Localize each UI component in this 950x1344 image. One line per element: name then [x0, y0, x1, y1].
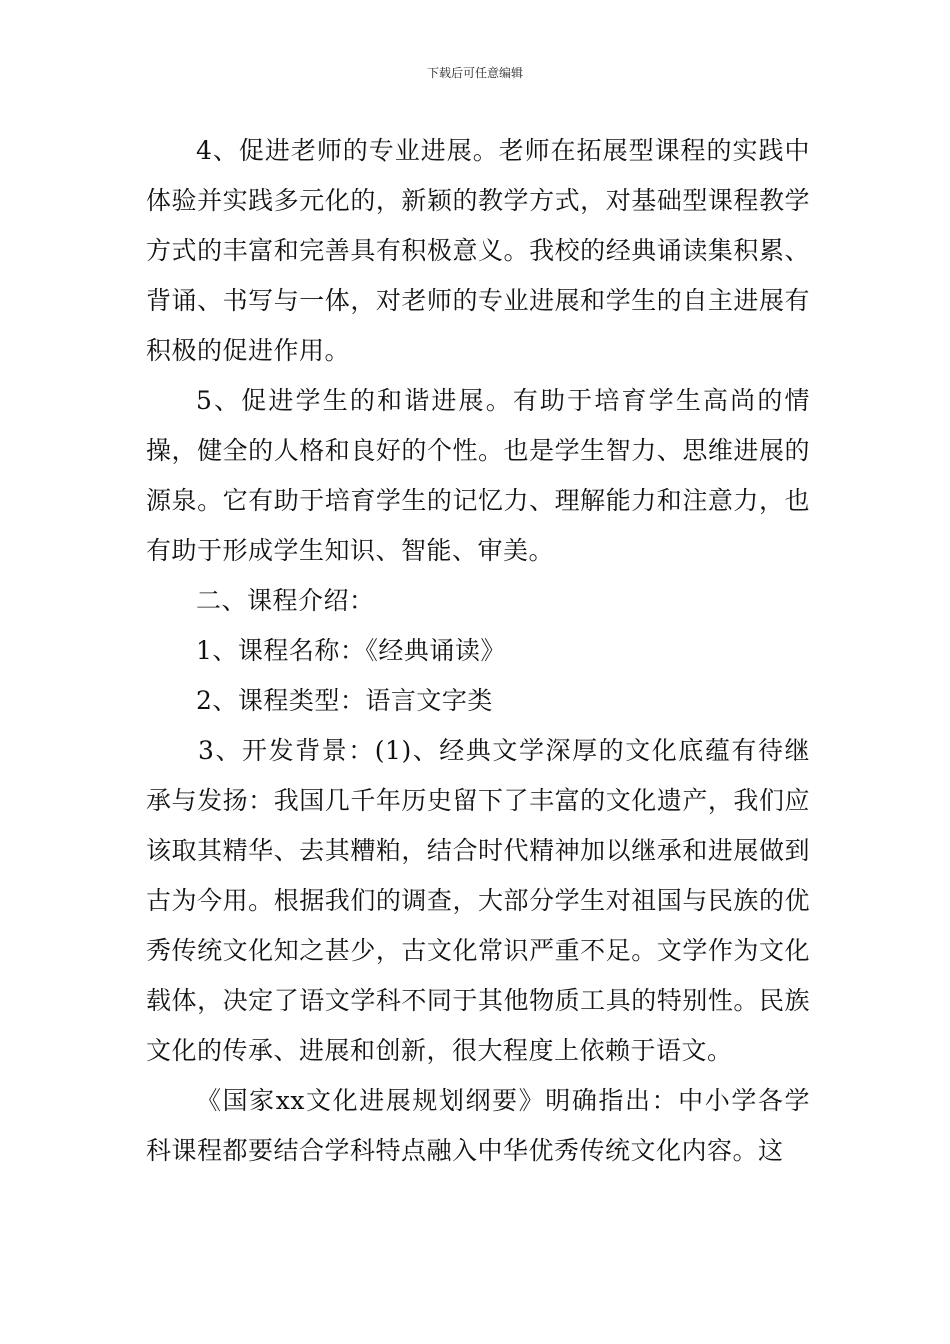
paragraph-course-type: 2、课程类型：语言文字类	[196, 686, 493, 715]
paragraph-teacher-development: 4、促进老师的专业进展。老师在拓展型课程的实践中体验并实践多元化的，新颖的教学方式，对基础型课程教学方式的丰富和完善具有积极意义。我校的经典诵读集积累、背诵、书写与一体，对老师的专业进展和学生的自主进展有积极的促进作用。	[146, 136, 810, 365]
paragraph-development-background: 3、开发背景：(1)、经典文学深厚的文化底蕴有待继承与发扬：我国几千年历史留下了丰富的文化遗产，我们应该取其精华、去其糟粕，结合时代精神加以继承和进展做到古为今用。根据我们的调查，大部分学生对祖国与民族的优秀传统文化知之甚少，古文化常识严重不足。文学作为文化载体，决定了语文学科不同于其他物质工具的特别性。民族文化的传承、进展和创新，很大程度上依赖于语文。	[146, 736, 810, 1065]
section-heading-course-intro: 二、课程介绍：	[196, 586, 375, 615]
paragraph-national-plan: 《国家xx文化进展规划纲要》明确指出：中小学各学科课程都要结合学科特点融入中华优秀传统文化内容。这	[146, 1086, 810, 1165]
document-body	[146, 126, 810, 1176]
paragraph-student-development: 5、促进学生的和谐进展。有助于培育学生高尚的情操，健全的人格和良好的个性。也是学生智力、思维进展的源泉。它有助于培育学生的记忆力、理解能力和注意力，也有助于形成学生知识、智能、审美。	[146, 386, 810, 565]
page-header-note: 下载后可任意编辑	[426, 66, 523, 80]
paragraph-course-name: 1、课程名称：《经典诵读》	[196, 636, 506, 665]
